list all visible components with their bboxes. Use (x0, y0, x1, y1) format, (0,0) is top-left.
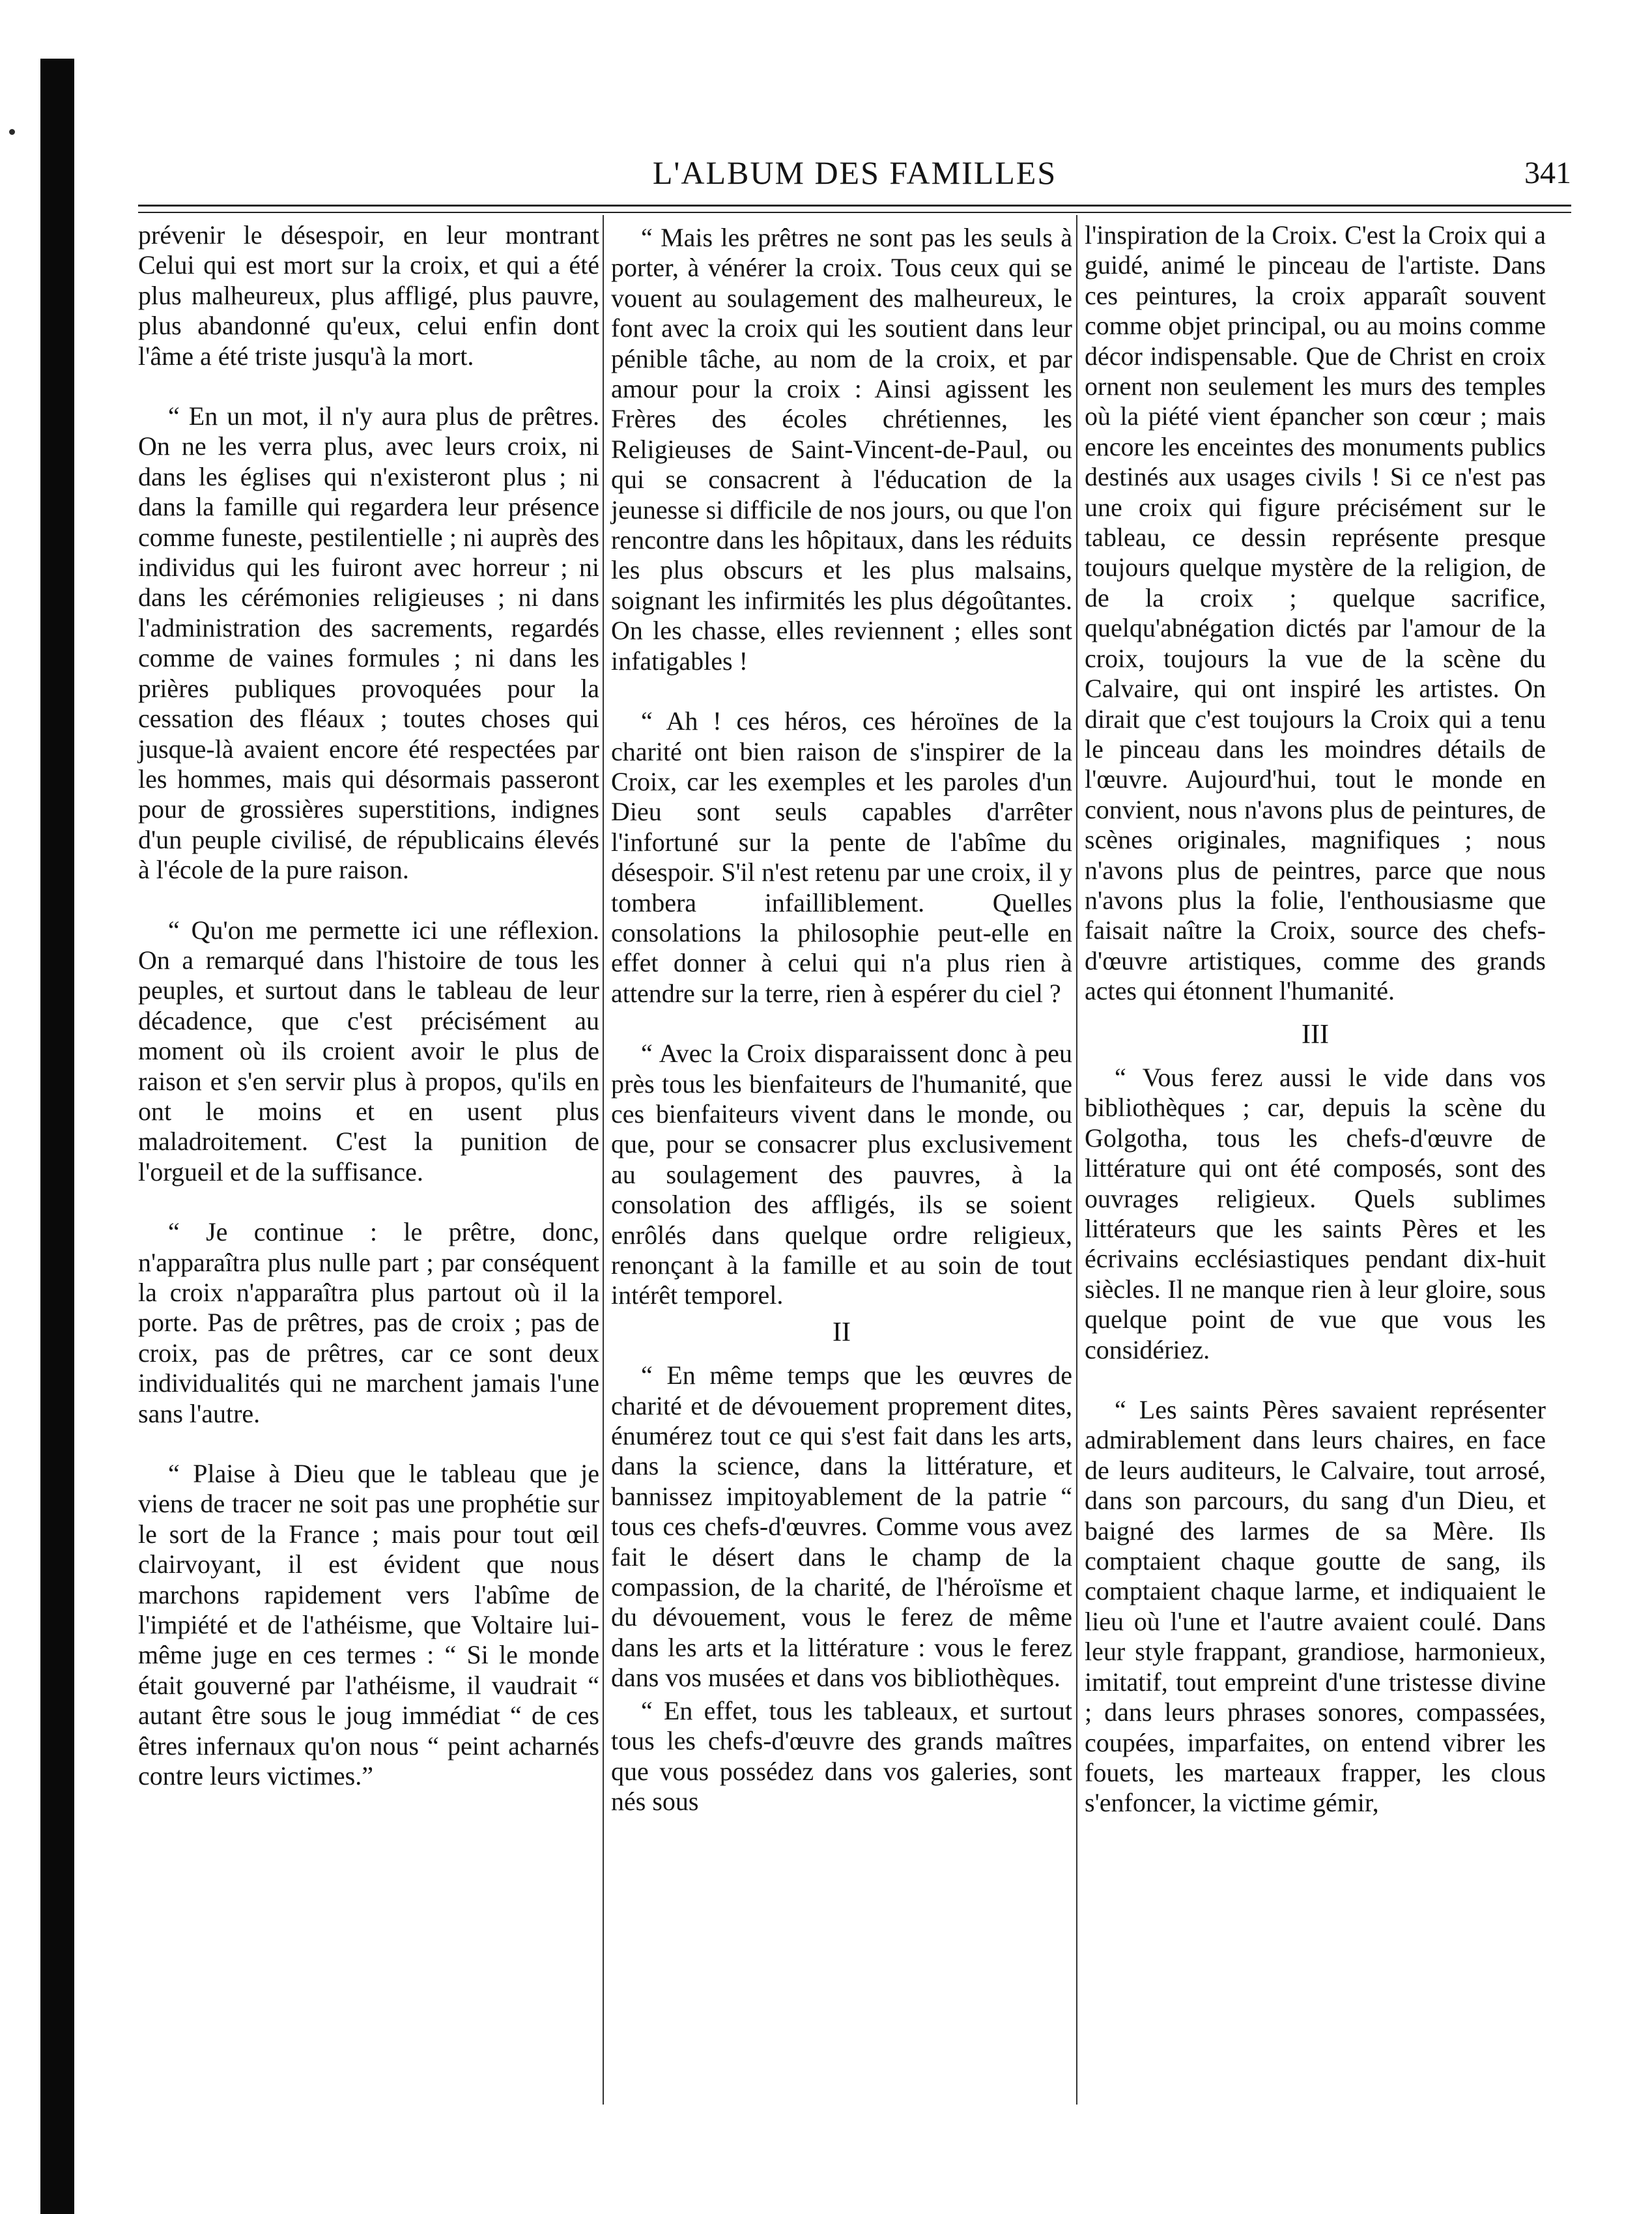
paragraph: “ Mais les prêtres ne sont pas les seuls à porter, à vénérer la croix. Tous ceux qui se vouent au soulagement des malheureux, le font avec la croix qui les soutient dans leur pénible tâche, au nom de la croix, et par amour pour la croix : Ainsi agissent les Frères des écoles chrétiennes, les Religieuses de Saint-Vincent-de-Paul, ou qui se consacrent à l'éducation de la jeunesse si difficile de nos jours, ou que l'on rencontre dans les hôpitaux, dans les réduits les plus obscurs et les plus malsains, soignant les infirmités les plus dégoûtantes. On les chasse, elles reviennent ; elles sont infatigables ! (611, 223, 1072, 676)
paragraph: “ En même temps que les œuvres de charité et de dévouement proprement dites, énumérez tout ce qui s'est fait dans les arts, dans la science, dans la littérature, et bannissez impitoyablement de la patrie “ tous ces chefs-d'œuvres. Comme vous avez fait le désert dans le champ de la compassion, de la charité, de l'héroïsme et du dévouement, vous le ferez de même dans les arts et la littérature : vous le ferez dans vos musées et dans vos bibliothèques. (611, 1360, 1072, 1693)
paragraph: “ En effet, tous les tableaux, et surtout tous les chefs-d'œuvre des grands maîtres que vous possédez dans vos galeries, sont nés sous (611, 1695, 1072, 1816)
ink-speck (9, 129, 15, 135)
paragraph: “ Vous ferez aussi le vide dans vos bibliothèques ; car, depuis la scène du Golgotha, tous les chefs-d'œuvre de littérature qui ont été composés, sont des ouvrages religieux. Quels sublimes littérateurs que les saints Pères et les écrivains ecclésiastiques pendant dix-huit siècles. Il ne manque rien à leur gloire, sous quelque point de vue que vous les considériez. (1085, 1062, 1546, 1364)
text-column-3 (1085, 220, 1546, 2175)
paragraph: “ Ah ! ces héros, ces héroïnes de la charité ont bien raison de s'inspirer de la Croix, car les exemples et les paroles d'un Dieu sont seuls capables d'arrêter l'infortuné sur la pente de l'abîme du désespoir. S'il n'est retenu par une croix, il y tombera infailliblement. Quelles consolations la philosophie peut-elle en effet donner à celui qui n'a plus rien à attendre sur la terre, rien à espérer du ciel ? (611, 706, 1072, 1008)
paragraph: “ Plaise à Dieu que le tableau que je viens de tracer ne soit pas une prophétie sur le sort de la France ; mais pour tout œil clairvoyant, il est évident que nous marchons rapidement vers l'abîme de l'impiété et de l'athéisme, que Voltaire lui-même juge en ces termes : “ Si le monde était gouverné par l'athéisme, il vaudrait “ autant être sous le joug immédiat “ de ces êtres infernaux qu'on nous “ peint acharnés contre leurs victimes.” (138, 1459, 599, 1791)
paragraph: l'inspiration de la Croix. C'est la Croix qui a guidé, animé le pinceau de l'artiste. Dans ces peintures, la croix apparaît souvent comme objet principal, ou au moins comme décor indispensable. Que de Christ en croix ornent non seulement les murs des temples où la piété vient épancher son cœur ; mais encore les enceintes des monuments publics destinés aux usages civils ! Si ce n'est pas une croix qui figure précisément sur le tableau, ce dessin représente presque toujours quelque mystère de la religion, de de la croix ; quelque sacrifice, quelqu'abnégation dictés par l'amour de la croix, toujours la vue de la scène du Calvaire, qui ont inspiré les artistes. On dirait que c'est toujours la Croix qui a tenu le pinceau dans les moindres détails de l'œuvre. Aujourd'hui, tout le monde en convient, nous n'avons plus de peintures, de scènes originales, magnifiques ; nous n'avons plus de peintres, parce que nous n'avons plus la folie, l'enthousiasme que faisait naître la Croix, source des chefs-d'œuvre artistiques, comme des grands actes qui étonnent l'humanité. (1085, 220, 1546, 1006)
paragraph: “ Je continue : le prêtre, donc, n'apparaîtra plus nulle part ; par conséquent la croix n'apparaîtra plus partout où il la porte. Pas de prêtres, pas de croix ; pas de croix, pas de prêtres, car ce sont deux individualités qui ne marchent jamais l'une sans l'autre. (138, 1217, 599, 1428)
text-column-2 (611, 220, 1072, 2175)
paragraph: prévenir le désespoir, en leur montrant Celui qui est mort sur la croix, et qui a été plus malheureux, plus affligé, plus pauvre, plus abandonné qu'eux, celui enfin dont l'âme a été triste jusqu'à la mort. (138, 220, 599, 371)
paragraph: “ Qu'on me permette ici une réflexion. On a remarqué dans l'histoire de tous les peuples, et surtout dans le tableau de leur décadence, que c'est précisément au moment où ils croient avoir le plus de raison et s'en servir plus à propos, qu'ils en ont le moins et en usent plus maladroitement. C'est la punition de l'orgueil et de la suffisance. (138, 915, 599, 1186)
binding-shadow (40, 59, 74, 2214)
paragraph: “ Avec la Croix disparaissent donc à peu près tous les bienfaiteurs de l'humanité, que ces bienfaiteurs vivent dans le monde, ou que, pour se consacrer plus exclusivement au soulagement des pauvres, à la consolation des affligés, ils se soient enrôlés dans quelque ordre religieux, renonçant à la famille et au soin de tout intérêt temporel. (611, 1039, 1072, 1310)
column-separator (1076, 215, 1077, 2105)
paragraph: “ En un mot, il n'y aura plus de prêtres. On ne les verra plus, avec leurs croix, ni dans les églises qui n'existeront plus ; ni dans la famille qui regardera leur présence comme funeste, pestilentielle ; ni auprès des individus qui les fuiront avec horreur ; ni dans les cérémonies religieuses ; ni dans l'administration des sacrements, regardés comme de vaines formules ; ni dans les prières publiques provoquées pour la cessation des fléaux ; toutes choses qui jusque-là avaient encore été respectées par les hommes, mais qui désormais passeront pour de grossières superstitions, indignes d'un peuple civilisé, de républicains élevés à l'école de la pure raison. (138, 401, 599, 885)
header-rule (138, 205, 1571, 213)
page-number: 341 (1524, 156, 1571, 190)
column-separator (603, 215, 604, 2105)
text-column-1 (138, 220, 599, 2175)
running-title: L'ALBUM DES FAMILLES (652, 154, 1057, 191)
section-heading: III (1302, 1019, 1329, 1050)
section-heading: II (833, 1317, 851, 1347)
paragraph: “ Les saints Pères savaient représenter admirablement dans leurs chaires, en face de leurs auditeurs, le Calvaire, tout arrosé, dans son parcours, du sang d'un Dieu, et baigné des larmes de sa Mère. Ils comptaient chaque goutte de sang, ils comptaient chaque larme, et indiquaient le lieu où l'une et l'autre avaient coulé. Dans leur style frappant, grandiose, harmonieux, imitatif, tout empreint d'une tristesse divine ; dans leurs phrases sonores, compassées, coupées, imparfaites, on entend vibrer les fouets, les marteaux frapper, les clous s'enfoncer, la victime gémir, (1085, 1395, 1546, 1818)
page-header (138, 154, 1571, 201)
